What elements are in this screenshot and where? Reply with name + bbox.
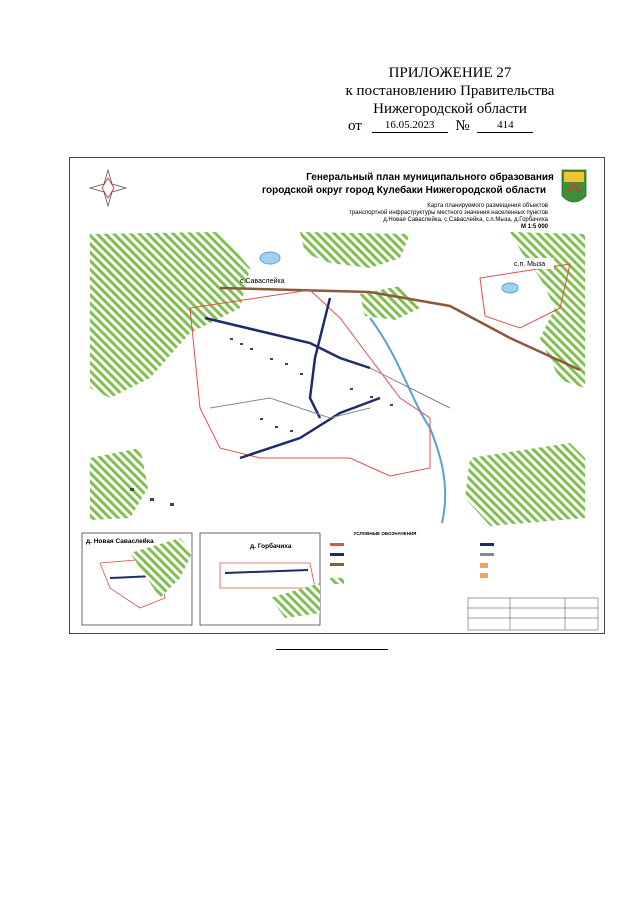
map-scale: М 1:5 000 — [520, 224, 548, 230]
map-subtitle-line2: транспортной инфраструктуры местного значения населенных пунктов — [349, 210, 548, 216]
forest-area-north — [300, 232, 410, 268]
appendix-subtitle-2: Нижегородской области — [373, 101, 527, 117]
general-plan-map — [69, 157, 605, 634]
place-label-myza: с.п. Мыза — [514, 261, 546, 268]
decree-date: 16.05.2023 — [372, 118, 448, 133]
legend-panel — [330, 531, 494, 584]
pond-north — [260, 252, 280, 264]
from-label: от — [348, 118, 362, 134]
inset-title-novaya-savasleika: д. Новая Саваслейка — [86, 538, 154, 545]
road-local-2 — [370, 368, 450, 408]
title-block-stamp — [468, 598, 598, 630]
inset-novaya-savasleika — [82, 533, 192, 625]
date-number-line — [348, 118, 533, 135]
place-label-savasleika: с.Саваслейка — [240, 278, 285, 285]
inset-title-gorbachiha: д. Горбачиха — [250, 543, 292, 550]
road-main-2 — [310, 298, 330, 418]
forest-area-east — [465, 443, 585, 526]
map-subtitle-line1: Карта планируемого размещения объектов — [427, 203, 548, 209]
appendix-title: ПРИЛОЖЕНИЕ 27 — [388, 65, 512, 81]
map-canvas — [70, 158, 604, 633]
road-main-3 — [240, 398, 380, 458]
map-subtitle-line3: д.Новая Саваслейка, с.Саваслейка, с.п.Мыза, д.Горбачиха — [383, 217, 548, 223]
decree-number: 414 — [477, 118, 533, 133]
pond-myza — [502, 283, 518, 293]
legend-title: УСЛОВНЫЕ ОБОЗНАЧЕНИЯ — [353, 531, 417, 536]
forest-area-southwest — [90, 448, 148, 520]
forest-area-west — [90, 232, 250, 398]
forest-area-myza — [510, 232, 585, 388]
closing-rule — [276, 649, 388, 650]
number-label: № — [455, 118, 470, 134]
map-title-line1: Генеральный план муниципального образования — [306, 172, 554, 183]
inset-gorbachiha — [200, 533, 320, 625]
wind-rose-icon — [90, 170, 126, 206]
river — [370, 318, 445, 523]
appendix-subtitle-1: к постановлению Правительства — [345, 83, 555, 99]
coat-of-arms-icon — [562, 170, 586, 202]
road-local-1 — [210, 398, 370, 418]
map-title-line2: городской округ город Кулебаки Нижегородской области — [261, 185, 547, 196]
